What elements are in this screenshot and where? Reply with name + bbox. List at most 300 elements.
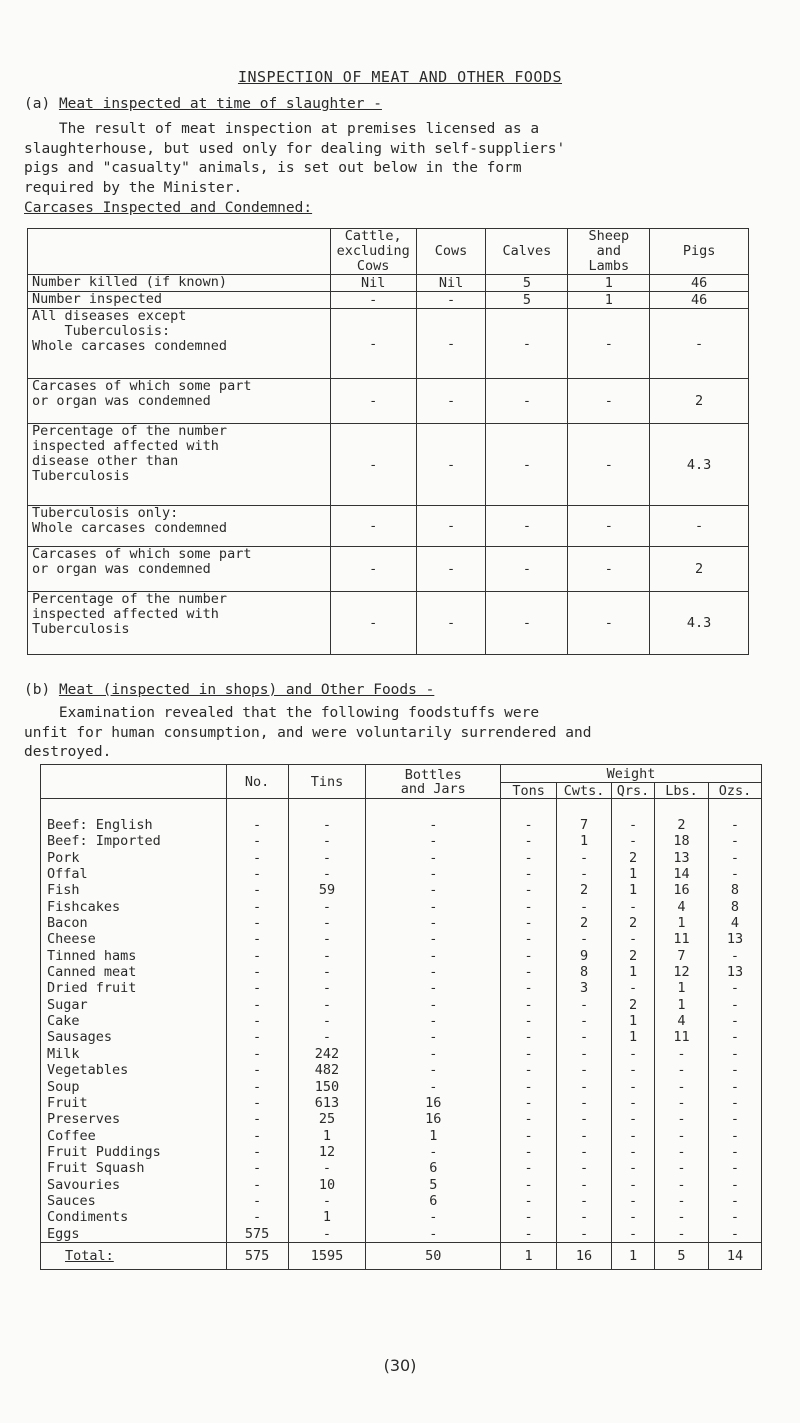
foodstuff-value: - bbox=[288, 964, 366, 980]
foodstuff-value: - bbox=[708, 1226, 761, 1243]
foodstuff-value: - bbox=[655, 1062, 709, 1078]
foodstuff-value: - bbox=[226, 882, 288, 898]
foodstuff-value: - bbox=[557, 997, 612, 1013]
foodstuff-value: 13 bbox=[655, 850, 709, 866]
foodstuff-value: 14 bbox=[655, 866, 709, 882]
foodstuff-value: 1 bbox=[612, 1029, 655, 1045]
foodstuff-value: - bbox=[557, 1013, 612, 1029]
foodstuff-row bbox=[41, 1046, 762, 1062]
foodstuff-value: - bbox=[557, 931, 612, 947]
foodstuff-value: - bbox=[708, 866, 761, 882]
foodstuff-value: - bbox=[501, 1144, 557, 1160]
foodstuff-value: 150 bbox=[288, 1079, 366, 1095]
carcases-cell: - bbox=[486, 547, 568, 592]
foodstuff-value: 4 bbox=[655, 1013, 709, 1029]
carcases-cell: - bbox=[416, 592, 486, 655]
foodstuff-value: - bbox=[366, 850, 501, 866]
foodstuff-value: 12 bbox=[655, 964, 709, 980]
foodstuff-value: - bbox=[612, 1062, 655, 1078]
carcases-cell: - bbox=[486, 309, 568, 379]
foodstuff-value: 9 bbox=[557, 948, 612, 964]
foodstuff-value: - bbox=[226, 964, 288, 980]
carcases-cell: - bbox=[568, 379, 650, 424]
carcases-header-blank bbox=[28, 229, 331, 275]
carcases-cell: - bbox=[568, 424, 650, 506]
foodstuff-value: - bbox=[501, 1128, 557, 1144]
foodstuff-value: 5 bbox=[366, 1177, 501, 1193]
carcases-cell: - bbox=[486, 424, 568, 506]
foodstuff-value: - bbox=[366, 964, 501, 980]
carcases-row bbox=[28, 379, 749, 424]
foodstuff-value: 8 bbox=[557, 964, 612, 980]
foodstuff-value: - bbox=[366, 948, 501, 964]
foodstuff-value: - bbox=[655, 1209, 709, 1225]
ozs-column-header: Ozs. bbox=[708, 783, 761, 799]
foodstuff-value: - bbox=[366, 997, 501, 1013]
foodstuff-value: - bbox=[226, 1160, 288, 1176]
foodstuff-value: - bbox=[501, 948, 557, 964]
foodstuff-value: - bbox=[557, 1160, 612, 1176]
foodstuff-value: - bbox=[226, 948, 288, 964]
foodstuff-value: - bbox=[655, 1128, 709, 1144]
foodstuff-row bbox=[41, 1095, 762, 1111]
foodstuff-value: - bbox=[612, 799, 655, 834]
foodstuff-value: - bbox=[366, 833, 501, 849]
foodstuff-value: - bbox=[501, 964, 557, 980]
section-b-title bbox=[24, 682, 434, 698]
foodstuff-value: - bbox=[366, 1046, 501, 1062]
foodstuff-value: - bbox=[557, 1226, 612, 1243]
carcases-row bbox=[28, 424, 749, 506]
carcases-row bbox=[28, 506, 749, 547]
foodstuff-value: 1 bbox=[612, 866, 655, 882]
foodstuff-name: Preserves bbox=[41, 1111, 227, 1127]
carcases-row-label: Carcases of which some part or organ was condemned bbox=[28, 379, 331, 424]
foodstuff-value: - bbox=[366, 882, 501, 898]
section-b-paragraph: Examination revealed that the following foodstuffs were unfit for human consumption, and were voluntarily surrendered and destroyed. bbox=[24, 705, 592, 760]
foodstuff-value: 7 bbox=[655, 948, 709, 964]
foodstuff-value: - bbox=[288, 799, 366, 834]
foodstuff-name: Sausages bbox=[41, 1029, 227, 1045]
carcases-cell: - bbox=[650, 506, 749, 547]
foodstuff-value: - bbox=[612, 1046, 655, 1062]
foodstuff-value: 575 bbox=[226, 1226, 288, 1243]
foodstuff-value: - bbox=[501, 833, 557, 849]
foodstuff-value: 8 bbox=[708, 882, 761, 898]
carcases-cell: Nil bbox=[416, 275, 486, 292]
carcases-row bbox=[28, 275, 749, 292]
foodstuff-row bbox=[41, 850, 762, 866]
foodstuff-value: - bbox=[612, 1095, 655, 1111]
foodstuff-value: - bbox=[288, 1029, 366, 1045]
foodstuff-value: - bbox=[366, 799, 501, 834]
carcases-cell: - bbox=[330, 309, 416, 379]
foodstuff-value: - bbox=[708, 1062, 761, 1078]
foodstuff-row bbox=[41, 948, 762, 964]
foodstuff-value: - bbox=[557, 1193, 612, 1209]
carcases-row-label: All diseases except Tuberculosis: Whole carcases condemned bbox=[28, 309, 331, 379]
foodstuff-value: - bbox=[557, 1209, 612, 1225]
foodstuff-value: 1 bbox=[288, 1209, 366, 1225]
cwts-column-header: Cwts. bbox=[557, 783, 612, 799]
foodstuff-value: - bbox=[501, 1062, 557, 1078]
foodstuff-value: - bbox=[501, 850, 557, 866]
carcases-cell: - bbox=[416, 292, 486, 309]
foodstuff-row bbox=[41, 997, 762, 1013]
foodstuff-value: - bbox=[288, 1193, 366, 1209]
foodstuff-value: - bbox=[612, 980, 655, 996]
foodstuff-value: - bbox=[708, 1046, 761, 1062]
foodstuff-value: - bbox=[366, 866, 501, 882]
foodstuff-name: Fishcakes bbox=[41, 899, 227, 915]
carcases-column-header: Calves bbox=[486, 229, 568, 275]
foodstuff-value: 482 bbox=[288, 1062, 366, 1078]
foodstuff-row bbox=[41, 899, 762, 915]
no-column-header: No. bbox=[226, 765, 288, 799]
foodstuff-value: - bbox=[288, 1226, 366, 1243]
foodstuff-value: 59 bbox=[288, 882, 366, 898]
foodstuff-value: 8 bbox=[708, 899, 761, 915]
carcases-cell: 46 bbox=[650, 275, 749, 292]
foodstuff-value: - bbox=[288, 1013, 366, 1029]
foodstuff-row bbox=[41, 799, 762, 834]
foodstuff-value: - bbox=[655, 1046, 709, 1062]
carcases-cell: - bbox=[568, 547, 650, 592]
foodstuff-value: 16 bbox=[366, 1095, 501, 1111]
total-value: 14 bbox=[708, 1242, 761, 1269]
foodstuff-name: Beef: Imported bbox=[41, 833, 227, 849]
foodstuff-row bbox=[41, 1062, 762, 1078]
foodstuff-value: - bbox=[655, 1177, 709, 1193]
foodstuff-value: 1 bbox=[612, 1013, 655, 1029]
foodstuff-value: - bbox=[226, 1209, 288, 1225]
foodstuff-value: 16 bbox=[655, 882, 709, 898]
section-a-paragraph: The result of meat inspection at premises licensed as a slaughterhouse, but used only for dealing with self-suppliers' pigs and "casualty" animals, is set out below in the form required by the Minister. bbox=[24, 121, 566, 196]
carcases-row bbox=[28, 592, 749, 655]
foodstuff-value: - bbox=[226, 1111, 288, 1127]
foodstuff-value: - bbox=[226, 931, 288, 947]
foodstuff-value: - bbox=[501, 1079, 557, 1095]
foodstuff-value: 1 bbox=[655, 980, 709, 996]
foodstuff-value: - bbox=[226, 799, 288, 834]
foodstuff-value: - bbox=[708, 1013, 761, 1029]
foodstuff-row bbox=[41, 866, 762, 882]
foodstuff-value: - bbox=[708, 1029, 761, 1045]
foodstuff-value: - bbox=[708, 1079, 761, 1095]
foodstuff-value: 1 bbox=[612, 964, 655, 980]
page-number: (30) bbox=[383, 1356, 417, 1375]
foodstuff-value: - bbox=[612, 1160, 655, 1176]
foodstuff-value: 18 bbox=[655, 833, 709, 849]
carcases-cell: - bbox=[330, 547, 416, 592]
foodstuff-value: - bbox=[366, 1226, 501, 1243]
total-value: 575 bbox=[226, 1242, 288, 1269]
carcases-cell: 46 bbox=[650, 292, 749, 309]
carcases-cell: 4.3 bbox=[650, 592, 749, 655]
foodstuff-value: - bbox=[366, 899, 501, 915]
foodstuff-value: - bbox=[557, 1128, 612, 1144]
foodstuff-value: 6 bbox=[366, 1193, 501, 1209]
foodstuff-value: - bbox=[655, 1144, 709, 1160]
foodstuff-value: - bbox=[655, 1111, 709, 1127]
section-a-title-text: Meat inspected at time of slaughter - bbox=[58, 96, 382, 112]
foodstuff-value: 242 bbox=[288, 1046, 366, 1062]
foodstuff-value: - bbox=[612, 1226, 655, 1243]
carcases-cell: 5 bbox=[486, 275, 568, 292]
foodstuff-name: Fruit Squash bbox=[41, 1160, 227, 1176]
carcases-header-row bbox=[28, 229, 749, 275]
foodstuff-name: Offal bbox=[41, 866, 227, 882]
carcases-cell: - bbox=[650, 309, 749, 379]
foodstuff-value: - bbox=[501, 1111, 557, 1127]
carcases-row-label: Percentage of the number inspected affected with Tuberculosis bbox=[28, 592, 331, 655]
foodstuff-value: - bbox=[501, 1193, 557, 1209]
foodstuff-value: - bbox=[501, 1095, 557, 1111]
foodstuff-value: 25 bbox=[288, 1111, 366, 1127]
foodstuff-value: - bbox=[288, 833, 366, 849]
carcases-cell: - bbox=[568, 309, 650, 379]
foodstuff-name: Condiments bbox=[41, 1209, 227, 1225]
carcases-cell: - bbox=[330, 379, 416, 424]
carcases-cell: - bbox=[330, 292, 416, 309]
foodstuff-value: - bbox=[288, 948, 366, 964]
foodstuff-row bbox=[41, 964, 762, 980]
foodstuff-value: - bbox=[501, 980, 557, 996]
foodstuff-value: - bbox=[557, 899, 612, 915]
foodstuff-name: Fish bbox=[41, 882, 227, 898]
foodstuff-value: - bbox=[612, 1128, 655, 1144]
foodstuff-value: 1 bbox=[557, 833, 612, 849]
foodstuff-value: - bbox=[226, 899, 288, 915]
foodstuff-value: 2 bbox=[557, 915, 612, 931]
carcases-row-label: Number killed (if known) bbox=[28, 275, 331, 292]
foodstuff-value: - bbox=[226, 1062, 288, 1078]
section-b-title-text: Meat (inspected in shops) and Other Foods - bbox=[58, 682, 435, 698]
foodstuff-value: 11 bbox=[655, 931, 709, 947]
weight-column-header: Weight bbox=[501, 765, 762, 783]
foodstuff-value: - bbox=[612, 899, 655, 915]
foodstuff-value: - bbox=[501, 1209, 557, 1225]
foodstuff-value: - bbox=[226, 866, 288, 882]
foodstuff-value: - bbox=[226, 1128, 288, 1144]
foodstuff-value: - bbox=[557, 866, 612, 882]
foodstuff-value: - bbox=[612, 1193, 655, 1209]
foodstuff-value: - bbox=[288, 980, 366, 996]
foodstuff-name: Savouries bbox=[41, 1177, 227, 1193]
carcases-cell: 5 bbox=[486, 292, 568, 309]
carcases-cell: - bbox=[330, 592, 416, 655]
foodstuff-value: - bbox=[226, 997, 288, 1013]
foodstuff-value: 4 bbox=[655, 899, 709, 915]
foodstuff-value: - bbox=[708, 850, 761, 866]
carcases-cell: 1 bbox=[568, 275, 650, 292]
carcases-cell: 2 bbox=[650, 379, 749, 424]
foodstuff-value: 1 bbox=[612, 882, 655, 898]
carcases-row bbox=[28, 547, 749, 592]
section-a-marker: (a) bbox=[24, 96, 51, 112]
foodstuff-row bbox=[41, 1079, 762, 1095]
foodstuff-value: - bbox=[226, 1095, 288, 1111]
foodstuff-value: 11 bbox=[655, 1029, 709, 1045]
foodstuff-name: Pork bbox=[41, 850, 227, 866]
foodstuff-value: - bbox=[612, 1079, 655, 1095]
carcases-column-header: Pigs bbox=[650, 229, 749, 275]
foodstuff-value: - bbox=[366, 1209, 501, 1225]
foodstuff-value: - bbox=[655, 1193, 709, 1209]
item-column-header bbox=[41, 765, 227, 799]
foodstuff-value: - bbox=[557, 1062, 612, 1078]
foodstuff-value: - bbox=[288, 850, 366, 866]
foodstuff-value: - bbox=[708, 997, 761, 1013]
foodstuff-value: - bbox=[501, 1177, 557, 1193]
foodstuff-value: - bbox=[501, 799, 557, 834]
foodstuff-value: 1 bbox=[288, 1128, 366, 1144]
carcases-cell: - bbox=[568, 592, 650, 655]
foodstuff-value: 10 bbox=[288, 1177, 366, 1193]
foodstuff-value: 613 bbox=[288, 1095, 366, 1111]
foodstuff-value: - bbox=[501, 931, 557, 947]
carcases-row-label: Number inspected bbox=[28, 292, 331, 309]
foodstuff-value: - bbox=[655, 1079, 709, 1095]
foodstuff-name: Milk bbox=[41, 1046, 227, 1062]
foodstuff-value: - bbox=[366, 1029, 501, 1045]
foodstuff-value: 7 bbox=[557, 799, 612, 834]
foodstuff-name: Canned meat bbox=[41, 964, 227, 980]
carcases-column-header: Cattle, excluding Cows bbox=[330, 229, 416, 275]
foodstuff-value: - bbox=[366, 1144, 501, 1160]
foodstuff-value: - bbox=[708, 1128, 761, 1144]
total-value: 1 bbox=[612, 1242, 655, 1269]
page-heading: INSPECTION OF MEAT AND OTHER FOODS bbox=[237, 68, 563, 86]
carcases-cell: - bbox=[568, 506, 650, 547]
foodstuff-value: - bbox=[557, 1079, 612, 1095]
total-value: 50 bbox=[366, 1242, 501, 1269]
foodstuff-name: Eggs bbox=[41, 1226, 227, 1243]
carcases-cell: - bbox=[416, 309, 486, 379]
foodstuff-value: - bbox=[557, 1111, 612, 1127]
foodstuff-name: Sauces bbox=[41, 1193, 227, 1209]
foodstuff-value: - bbox=[366, 1062, 501, 1078]
carcases-row bbox=[28, 309, 749, 379]
foodstuff-value: 1 bbox=[655, 915, 709, 931]
foodstuff-value: - bbox=[612, 1177, 655, 1193]
foodstuff-value: - bbox=[226, 1193, 288, 1209]
carcases-cell: 2 bbox=[650, 547, 749, 592]
total-value: 5 bbox=[655, 1242, 709, 1269]
foodstuff-name: Beef: English bbox=[41, 799, 227, 834]
foodstuff-value: - bbox=[226, 1013, 288, 1029]
total-value: 1595 bbox=[288, 1242, 366, 1269]
foodstuff-value: 2 bbox=[612, 850, 655, 866]
foodstuff-value: - bbox=[226, 1029, 288, 1045]
foodstuff-value: - bbox=[226, 1177, 288, 1193]
foodstuff-name: Soup bbox=[41, 1079, 227, 1095]
carcases-row-label: Tuberculosis only: Whole carcases condemned bbox=[28, 506, 331, 547]
lbs-column-header: Lbs. bbox=[655, 783, 709, 799]
carcases-cell: 4.3 bbox=[650, 424, 749, 506]
carcases-cell: - bbox=[416, 424, 486, 506]
foodstuff-row bbox=[41, 1177, 762, 1193]
foodstuff-value: - bbox=[612, 833, 655, 849]
foodstuff-value: 1 bbox=[366, 1128, 501, 1144]
foodstuff-value: 4 bbox=[708, 915, 761, 931]
foodstuff-name: Coffee bbox=[41, 1128, 227, 1144]
total-value: 1 bbox=[501, 1242, 557, 1269]
foodstuff-value: - bbox=[501, 882, 557, 898]
foodstuff-value: - bbox=[708, 1160, 761, 1176]
foodstuff-value: - bbox=[557, 1046, 612, 1062]
foodstuff-value: - bbox=[708, 1193, 761, 1209]
foodstuff-name: Cheese bbox=[41, 931, 227, 947]
tins-column-header: Tins bbox=[288, 765, 366, 799]
foodstuff-value: - bbox=[501, 997, 557, 1013]
foodstuff-value: 2 bbox=[612, 948, 655, 964]
foodstuff-value: - bbox=[612, 1144, 655, 1160]
total-label: Total: bbox=[41, 1242, 227, 1269]
foodstuff-value: 16 bbox=[366, 1111, 501, 1127]
foodstuff-value: - bbox=[226, 850, 288, 866]
foodstuff-value: - bbox=[557, 1177, 612, 1193]
foodstuff-value: - bbox=[557, 1095, 612, 1111]
foodstuff-value: 2 bbox=[655, 799, 709, 834]
carcases-cell: - bbox=[486, 506, 568, 547]
foodstuff-value: - bbox=[226, 980, 288, 996]
carcases-table bbox=[27, 228, 749, 655]
carcases-cell: - bbox=[330, 424, 416, 506]
total-value: 16 bbox=[557, 1242, 612, 1269]
foodstuff-value: - bbox=[501, 915, 557, 931]
foodstuff-row bbox=[41, 882, 762, 898]
qrs-column-header: Qrs. bbox=[612, 783, 655, 799]
section-a-title bbox=[24, 96, 382, 112]
foodstuff-value: - bbox=[288, 899, 366, 915]
foodstuff-value: - bbox=[226, 915, 288, 931]
foodstuff-value: 12 bbox=[288, 1144, 366, 1160]
carcases-row bbox=[28, 292, 749, 309]
foodstuff-name: Fruit bbox=[41, 1095, 227, 1111]
carcases-column-header: Sheep and Lambs bbox=[568, 229, 650, 275]
foodstuff-value: - bbox=[501, 1046, 557, 1062]
carcases-cell: - bbox=[416, 506, 486, 547]
foodstuff-name: Fruit Puddings bbox=[41, 1144, 227, 1160]
foodstuff-value: - bbox=[501, 899, 557, 915]
foodstuff-value: - bbox=[708, 1111, 761, 1127]
foodstuff-row bbox=[41, 1226, 762, 1243]
foodstuff-value: - bbox=[708, 980, 761, 996]
carcases-cell: - bbox=[486, 592, 568, 655]
foodstuff-value: 13 bbox=[708, 964, 761, 980]
foodstuff-value: - bbox=[612, 1209, 655, 1225]
foodstuff-value: - bbox=[655, 1160, 709, 1176]
foodstuff-value: - bbox=[366, 1079, 501, 1095]
bottles-column-header: Bottles and Jars bbox=[366, 765, 501, 799]
section-b-marker: (b) bbox=[24, 682, 51, 698]
carcases-cell: - bbox=[486, 379, 568, 424]
foodstuff-value: - bbox=[501, 1029, 557, 1045]
foodstuff-value: - bbox=[708, 948, 761, 964]
foodstuff-row bbox=[41, 1128, 762, 1144]
foodstuff-value: - bbox=[612, 931, 655, 947]
foodstuff-value: - bbox=[366, 931, 501, 947]
carcases-cell: Nil bbox=[330, 275, 416, 292]
carcases-row-label: Carcases of which some part or organ was condemned bbox=[28, 547, 331, 592]
foodstuff-row bbox=[41, 1144, 762, 1160]
foodstuff-name: Sugar bbox=[41, 997, 227, 1013]
foodstuff-value: - bbox=[501, 1160, 557, 1176]
foodstuff-value: - bbox=[226, 1079, 288, 1095]
foodstuff-value: - bbox=[708, 1144, 761, 1160]
foodstuff-value: - bbox=[708, 799, 761, 834]
